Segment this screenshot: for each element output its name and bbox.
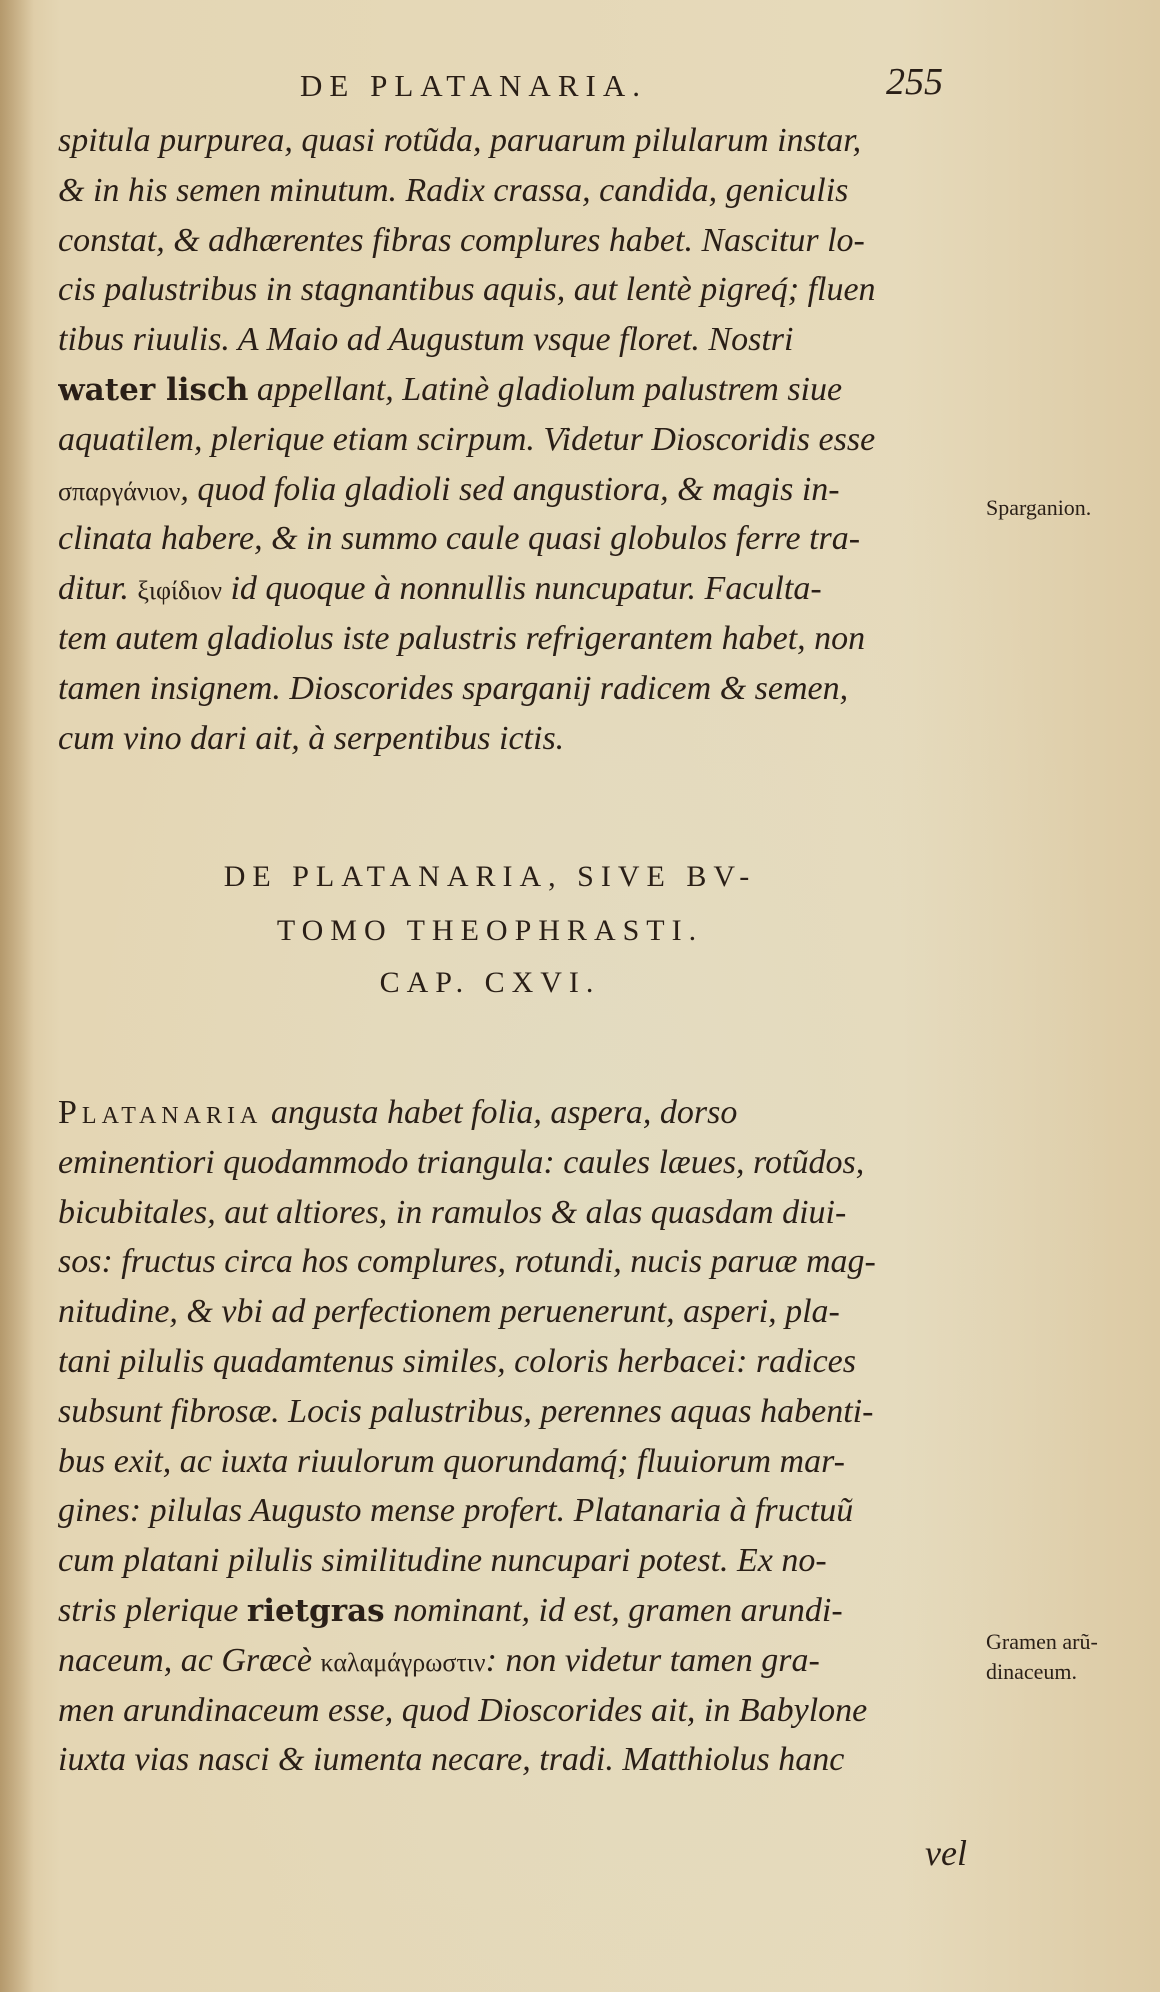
text-line (58, 1636, 976, 1686)
greek-term: καλαμάγρωστιν (320, 1647, 486, 1677)
text-line (58, 465, 976, 515)
chapter-heading-line-2: TOMO THEOPHRASTI. (276, 914, 704, 947)
vernacular-term: water lisch (58, 371, 249, 408)
text-line: men arundinaceum esse, quod Dioscorides ait, in Babylone (58, 1691, 868, 1729)
text-line: sos: fructus circa hos complures, rotundi, nucis paruæ mag- (58, 1243, 876, 1281)
running-head: DE PLATANARIA. (300, 68, 647, 103)
text-line: tani pilulis quadamtenus similes, coloris herbacei: radices (58, 1342, 856, 1380)
margin-note-gramen (986, 1627, 1156, 1687)
text-segment: , quod folia gladioli sed angustiora, & magis in- (180, 470, 840, 508)
gutter-shadow (0, 0, 34, 1992)
lead-word: Platanaria (58, 1094, 263, 1131)
text-segment: ditur. (58, 570, 138, 608)
text-line: constat, & adhærentes fibras complures habet. Nascitur lo- (58, 221, 865, 259)
text-line: eminentiori quodammodo triangula: caules læues, rotũdos, (58, 1143, 865, 1181)
paragraph-sparganion (58, 116, 976, 763)
text-line (58, 1586, 976, 1636)
text-segment: naceum, ac Græcè (58, 1641, 321, 1679)
text-segment: : non videtur tamen gra- (485, 1641, 820, 1679)
text-line: aquatilem, plerique etiam scirpum. Videtur Dioscoridis esse (58, 420, 876, 458)
text-line: & in his semen minutum. Radix crassa, candida, geniculis (58, 171, 849, 209)
text-line: gines: pilulas Augusto mense profert. Platanaria à fructuũ (58, 1492, 854, 1530)
text-line (58, 365, 976, 415)
margin-note-gramen-line-1: Gramen arũ- (986, 1629, 1098, 1654)
text-line: clinata habere, & in summo caule quasi globulos ferre tra- (58, 520, 861, 558)
text-line (58, 1088, 976, 1138)
greek-term: ξιφίδιον (137, 576, 222, 606)
text-line: spitula purpurea, quasi rotũda, paruarum pilularum instar, (58, 122, 862, 159)
text-line: bicubitales, aut altiores, in ramulos & alas quasdam diui- (58, 1193, 847, 1231)
margin-note-sparganion: Sparganion. (986, 495, 1092, 520)
vernacular-term: rietgras (246, 1592, 385, 1629)
catchword: vel (925, 1833, 967, 1873)
chapter-heading-line-1: DE PLATANARIA, SIVE BV- (223, 860, 757, 893)
text-line: cum platani pilulis similitudine nuncupari potest. Ex no- (58, 1542, 827, 1580)
text-segment: angusta habet folia, aspera, dorso (262, 1094, 738, 1131)
text-line: cis palustribus in stagnantibus aquis, aut lentè pigreq́; fluen (58, 271, 876, 309)
text-line (58, 564, 976, 614)
text-line: iuxta vias nasci & iumenta necare, tradi. Matthiolus hanc (58, 1741, 845, 1779)
paragraph-platanaria (58, 1088, 976, 1785)
text-line: nitudine, & vbi ad perfectionem peruenerunt, asperi, pla- (58, 1293, 840, 1331)
page-number: 255 (886, 61, 943, 103)
greek-term: σπαργάνιον (58, 476, 181, 506)
chapter-number: CAP. CXVI. (379, 966, 601, 999)
text-segment: id quoque à nonnullis nuncupatur. Faculta- (221, 570, 822, 608)
text-line: cum vino dari ait, à serpentibus ictis. (58, 719, 565, 757)
text-line: tem autem gladiolus iste palustris refrigerantem habet, non (58, 619, 866, 657)
text-line: bus exit, ac iuxta riuulorum quorundamq́; fluuiorum mar- (58, 1442, 845, 1480)
margin-note-gramen-line-2: dinaceum. (986, 1659, 1078, 1684)
text-segment: appellant, Latinè gladiolum palustrem siue (248, 370, 843, 408)
text-segment: stris plerique (58, 1591, 247, 1629)
text-line: tibus riuulis. A Maio ad Augustum vsque floret. Nostri (58, 321, 794, 359)
text-line: subsunt fibrosæ. Locis palustribus, perennes aquas habenti- (58, 1392, 874, 1430)
text-line: tamen insignem. Dioscorides sparganij radicem & semen, (58, 669, 849, 707)
text-segment: nominant, id est, gramen arundi- (384, 1591, 843, 1629)
